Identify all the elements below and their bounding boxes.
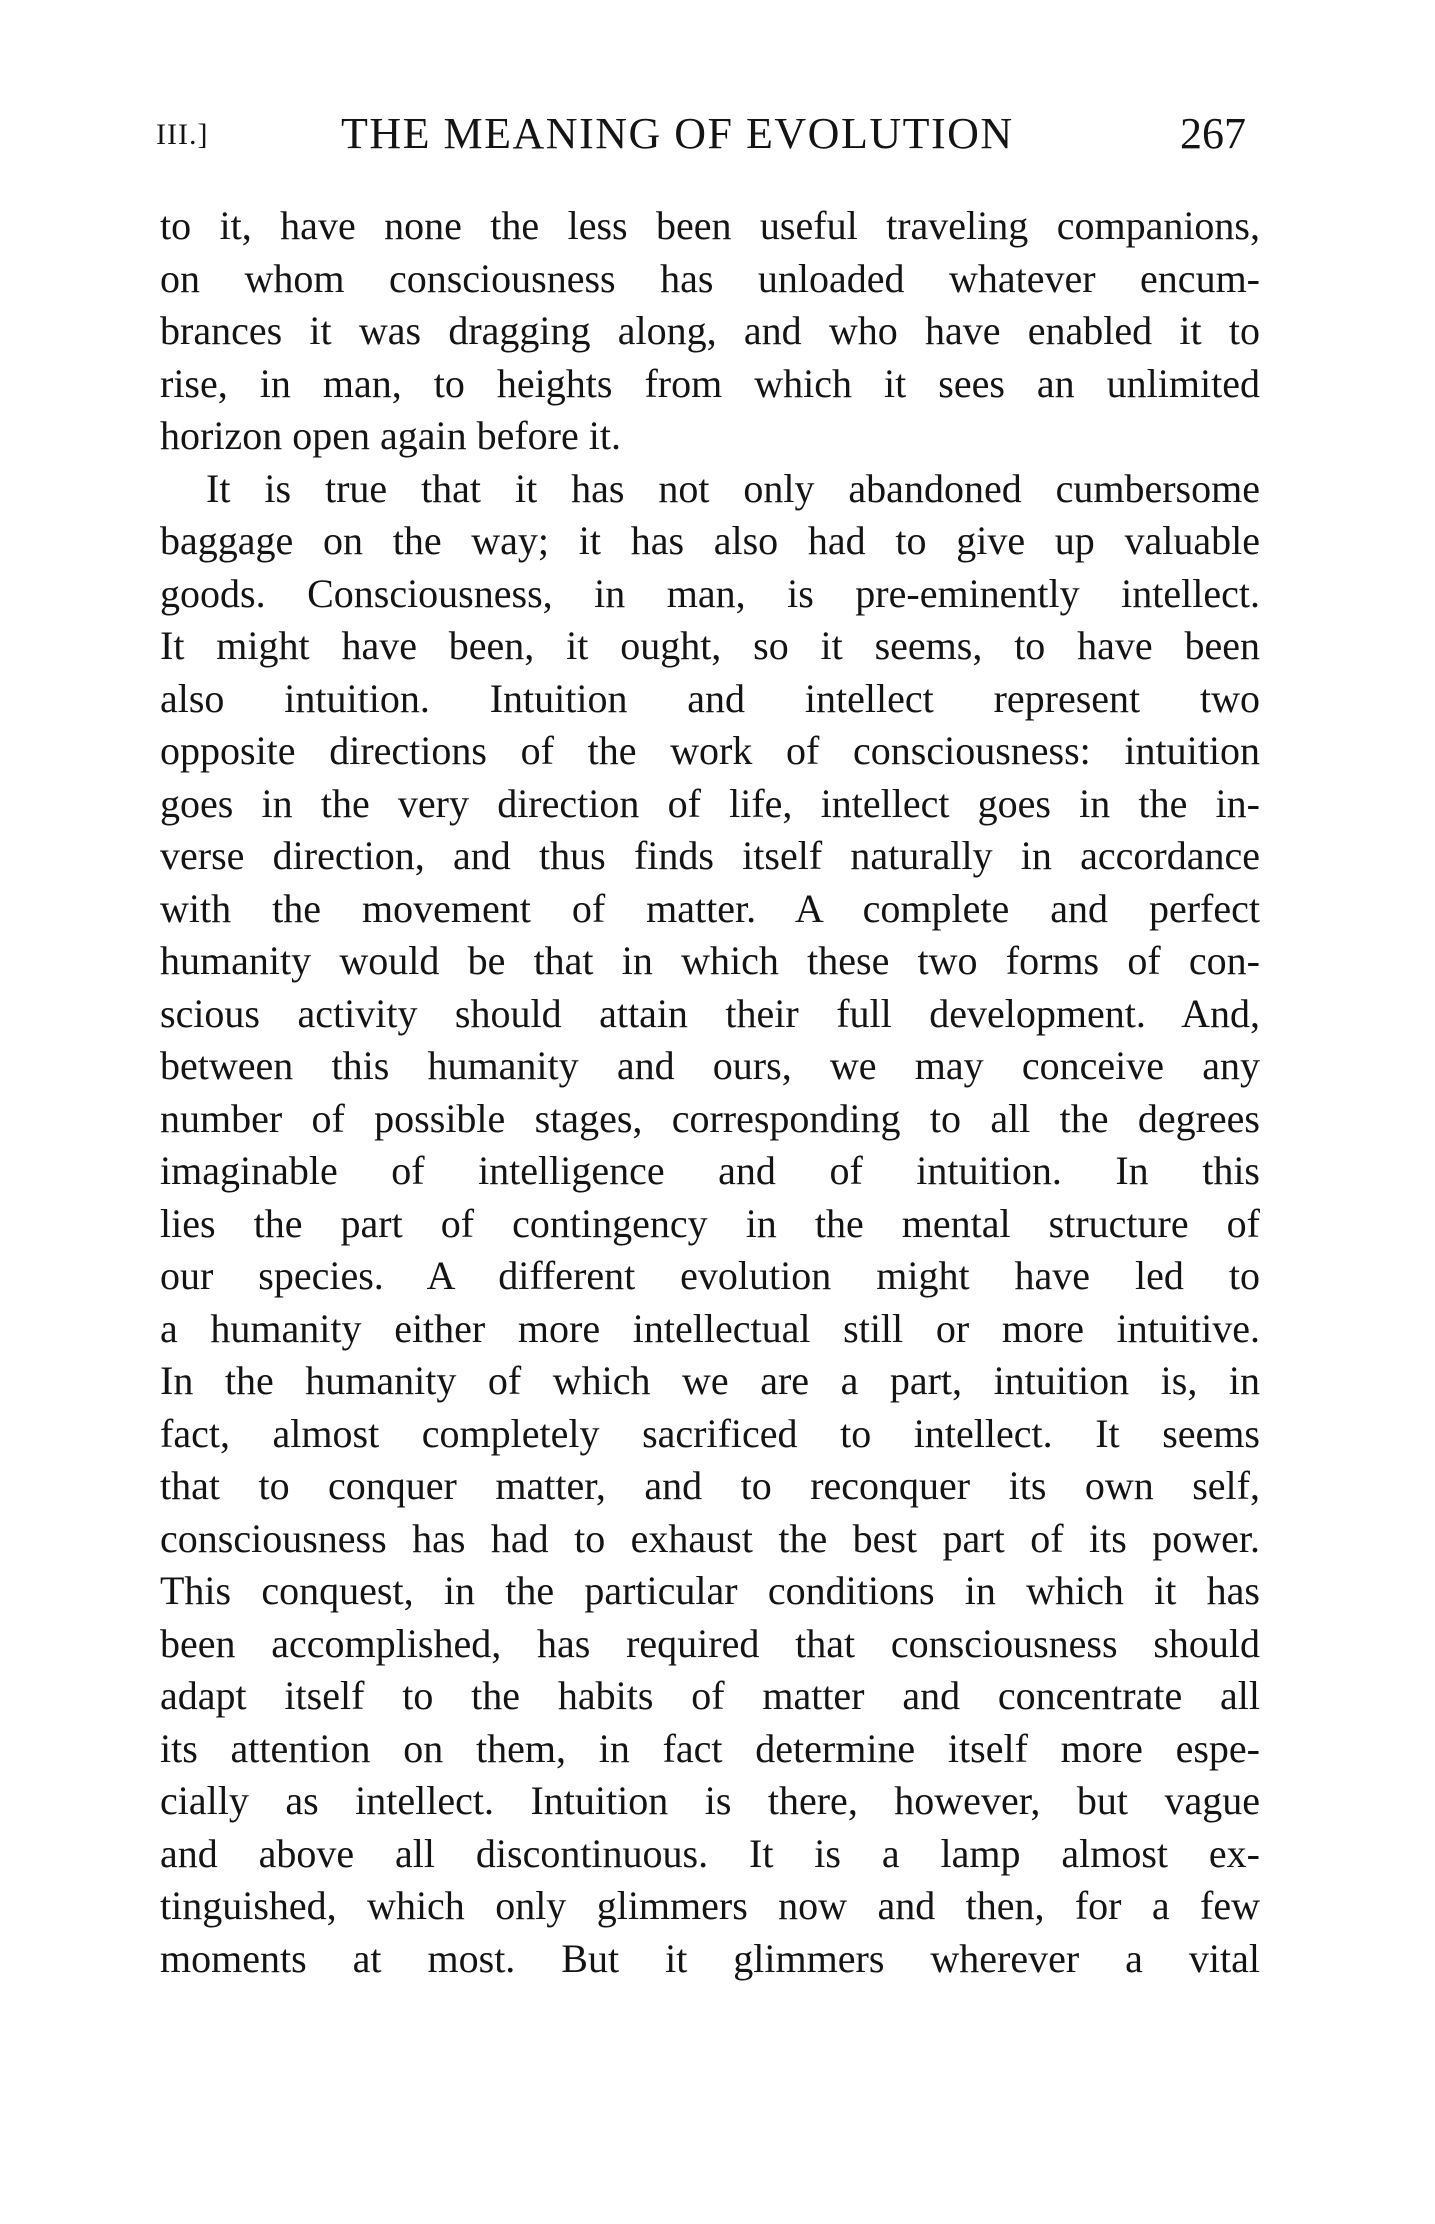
text-line: a humanity either more intellectual still or more intuitive. [160,1305,1260,1351]
text-line: been accomplished, has required that consciousness should [160,1620,1260,1666]
text-line: goes in the very direction of life, intellect goes in the in- [160,780,1260,826]
text-line: our species. A different evolution might have led to [160,1253,1260,1298]
text-line: consciousness has had to exhaust the best part of its power. [160,1515,1260,1561]
text-line: on whom consciousness has unloaded whatever encum- [160,255,1260,301]
chapter-number: III.] [156,118,209,151]
text-line: goods. Consciousness, in man, is pre-eminently intellect. [160,570,1260,616]
text-line: scious activity should attain their full development. And, [160,990,1260,1036]
text-line: its attention on them, in fact determine itself more espe- [160,1725,1260,1771]
text-line: tinguished, which only glimmers now and then, for a few [160,1883,1260,1928]
text-line: lies the part of contingency in the mental structure of [160,1200,1260,1246]
text-line: horizon open again before it. [160,413,621,458]
text-line: cially as intellect. Intuition is there, however, but vague [160,1778,1260,1823]
text-line: rise, in man, to heights from which it sees an unlimited [160,360,1260,406]
text-line: It might have been, it ought, so it seems, to have been [160,623,1260,668]
text-line: adapt itself to the habits of matter and concentrate all [160,1673,1260,1718]
text-line: moments at most. But it glimmers wherever a vital [160,1935,1260,1981]
text-line: number of possible stages, corresponding to all the degrees [160,1095,1260,1141]
text-line: humanity would be that in which these two forms of con- [160,938,1260,983]
text-line: that to conquer matter, and to reconquer its own self, [160,1463,1260,1508]
running-head [156,108,1246,168]
text-line: baggage on the way; it has also had to give up valuable [160,518,1260,563]
text-line: to it, have none the less been useful traveling companions, [160,203,1260,248]
page-number: 267 [1180,109,1246,158]
text-line: also intuition. Intuition and intellect represent two [160,675,1260,721]
running-head-title: THE MEANING OF EVOLUTION [341,109,1014,158]
text-line: This conquest, in the particular conditions in which it has [160,1568,1260,1613]
text-line: It is true that it has not only abandoned cumbersome [206,465,1260,511]
text-line: fact, almost completely sacrificed to intellect. It seems [160,1410,1260,1456]
text-line: opposite directions of the work of consciousness: intuition [160,728,1260,773]
text-line: imaginable of intelligence and of intuition. In this [160,1148,1260,1193]
text-line: with the movement of matter. A complete and perfect [160,885,1260,931]
text-line: and above all discontinuous. It is a lamp almost ex- [160,1830,1260,1876]
text-line: verse direction, and thus finds itself naturally in accordance [160,833,1260,878]
text-line: between this humanity and ours, we may conceive any [160,1043,1260,1088]
text-line: brances it was dragging along, and who have enabled it to [160,308,1260,353]
text-line: In the humanity of which we are a part, intuition is, in [160,1358,1260,1403]
body-text [160,200,1260,1985]
